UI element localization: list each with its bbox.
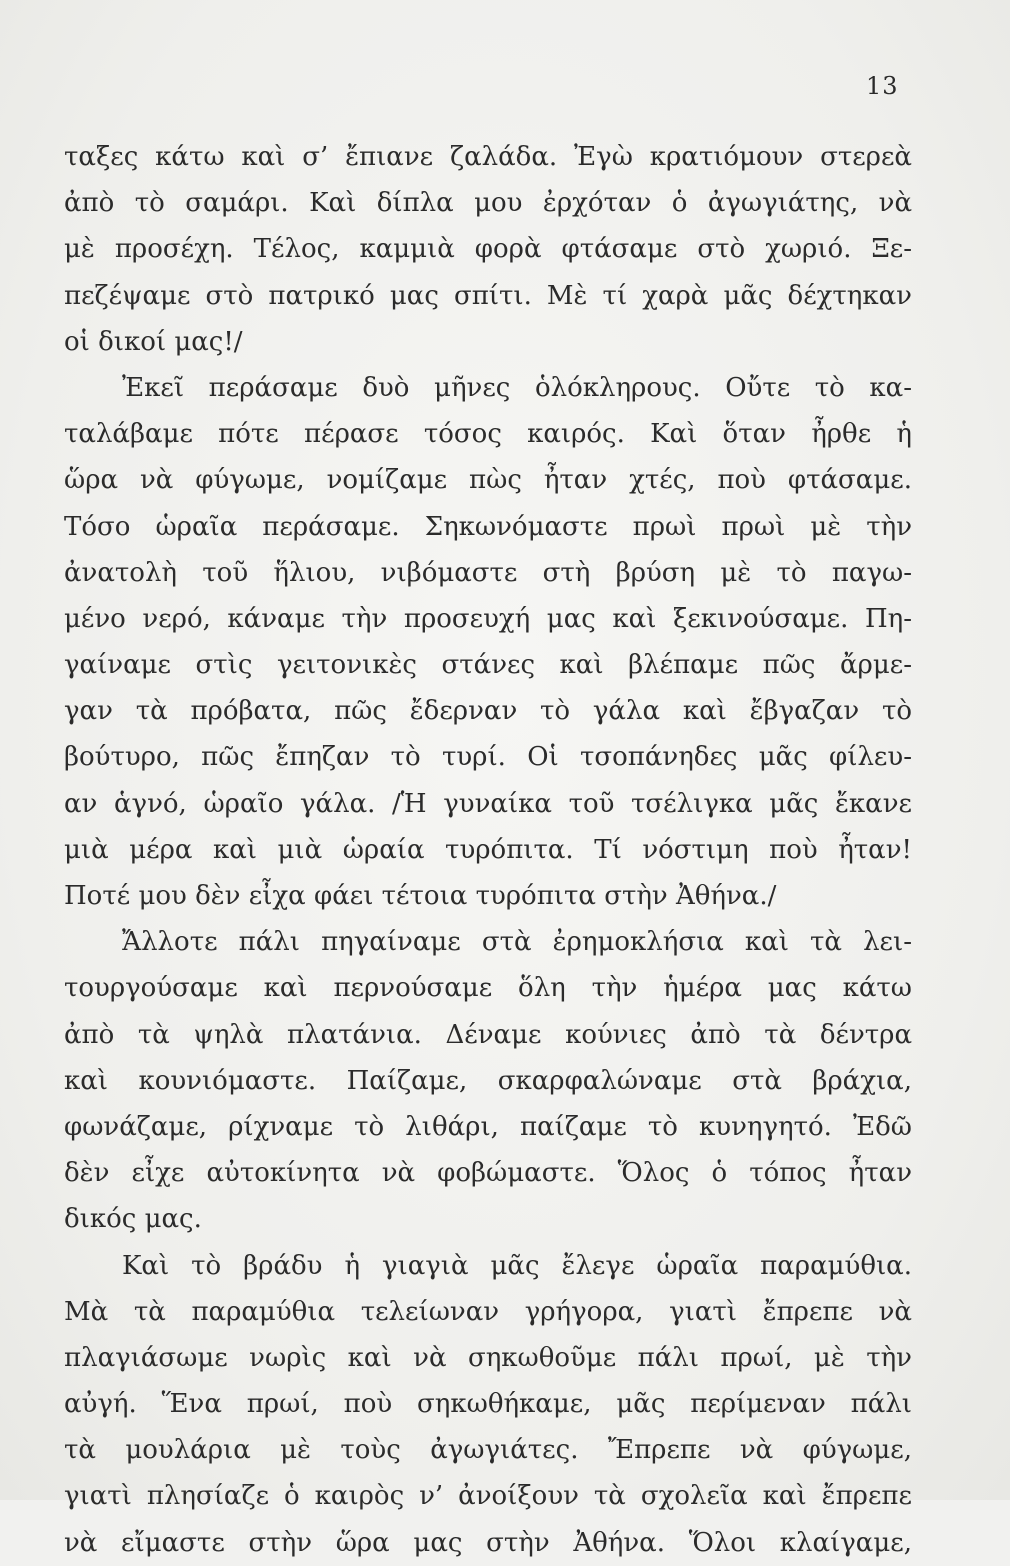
text-line: ἀνατολὴ τοῦ ἥλιου, νιβόμαστε στὴ βρύση μὲ τὸ παγω- <box>64 557 912 588</box>
text-line: Μὰ τὰ παραμύθια τελείωναν γρήγορα, γιατὶ ἔπρεπε νὰ <box>64 1296 912 1327</box>
text-line: τουργούσαμε καὶ περνούσαμε ὅλη τὴν ἡμέρα μας κάτω <box>64 973 912 1004</box>
text-line: Ἄλλοτε πάλι πηγαίναμε στὰ ἐρημοκλήσια καὶ τὰ λει- <box>122 927 912 958</box>
text-line: γιατὶ πλησίαζε ὁ καιρὸς ν’ ἀνοίξουν τὰ σχολεῖα καὶ ἔπρεπε <box>64 1481 912 1512</box>
text-line: καὶ κουνιόμαστε. Παίζαμε, σκαρφαλώναμε στὰ βράχια, <box>64 1065 912 1096</box>
text-line: φωνάζαμε, ρίχναμε τὸ λιθάρι, παίζαμε τὸ κυνηγητό. Ἐδῶ <box>64 1111 912 1142</box>
text-line: ὥρα νὰ φύγωμε, νομίζαμε πὼς ἦταν χτές, ποὺ φτάσαμε. <box>64 465 912 496</box>
text-line: τὰ μουλάρια μὲ τοὺς ἀγωγιάτες. Ἔπρεπε νὰ φύγωμε, <box>64 1435 912 1466</box>
text-line: ταλάβαμε πότε πέρασε τόσος καιρός. Καὶ ὅταν ἦρθε ἡ <box>64 419 912 450</box>
page-number: 13 <box>866 72 899 100</box>
text-line: ταξες κάτω καὶ σ’ ἔπιανε ζαλάδα. Ἐγὼ κρατιόμουν στερεὰ <box>64 142 912 172</box>
text-line: δικός μας. <box>64 1204 202 1235</box>
text-line: δὲν εἶχε αὐτοκίνητα νὰ φοβώμαστε. Ὅλος ὁ τόπος ἦταν <box>64 1158 912 1189</box>
text-line: αν ἁγνό, ὡραῖο γάλα. /Ἡ γυναίκα τοῦ τσέλιγκα μᾶς ἔκανε <box>64 788 912 819</box>
text-line: μιὰ μέρα καὶ μιὰ ὡραία τυρόπιτα. Τί νόστιμη ποὺ ἦταν! <box>64 834 912 865</box>
text-line: πλαγιάσωμε νωρὶς καὶ νὰ σηκωθοῦμε πάλι πρωί, μὲ τὴν <box>64 1342 912 1373</box>
text-line: νὰ εἴμαστε στὴν ὥρα μας στὴν Ἀθήνα. Ὅλοι κλαίγαμε, <box>64 1527 912 1558</box>
text-line: αὐγή. Ἕνα πρωί, ποὺ σηκωθήκαμε, μᾶς περίμεναν πάλι <box>64 1389 912 1420</box>
text-line: μὲ προσέχη. Τέλος, καμμιὰ φορὰ φτάσαμε στὸ χωριό. Ξε- <box>64 234 912 265</box>
text-line: ἀπὸ τὸ σαμάρι. Καὶ δίπλα μου ἐρχόταν ὁ ἀγωγιάτης, νὰ <box>64 188 912 219</box>
text-line: πεζέψαμε στὸ πατρικό μας σπίτι. Μὲ τί χαρὰ μᾶς δέχτηκαν <box>64 280 912 311</box>
text-line: ἀπὸ τὰ ψηλὰ πλατάνια. Δέναμε κούνιες ἀπὸ τὰ δέντρα <box>64 1019 912 1050</box>
text-line: Καὶ τὸ βράδυ ἡ γιαγιὰ μᾶς ἔλεγε ὡραῖα παραμύθια. <box>122 1250 912 1281</box>
text-line: Ποτέ μου δὲν εἶχα φάει τέτοια τυρόπιτα στὴν Ἀθήνα./ <box>64 881 777 911</box>
body-text <box>64 134 912 1566</box>
text-line: Τόσο ὡραῖα περάσαμε. Σηκωνόμαστε πρωὶ πρωὶ μὲ τὴν <box>64 511 912 542</box>
text-line: γαν τὰ πρόβατα, πῶς ἔδερναν τὸ γάλα καὶ ἔβγαζαν τὸ <box>64 696 912 727</box>
text-line: βούτυρο, πῶς ἔπηζαν τὸ τυρί. Οἱ τσοπάνηδες μᾶς φίλευ- <box>64 742 912 773</box>
text-line: γαίναμε στὶς γειτονικὲς στάνες καὶ βλέπαμε πῶς ἄρμε- <box>64 650 912 681</box>
text-line: Ἐκεῖ περάσαμε δυὸ μῆνες ὁλόκληρους. Οὔτε τὸ κα- <box>122 372 912 403</box>
text-line: μένο νερό, κάναμε τὴν προσευχή μας καὶ ξεκινούσαμε. Πη- <box>64 603 912 634</box>
text-line: οἱ δικοί μας!/ <box>64 326 243 357</box>
